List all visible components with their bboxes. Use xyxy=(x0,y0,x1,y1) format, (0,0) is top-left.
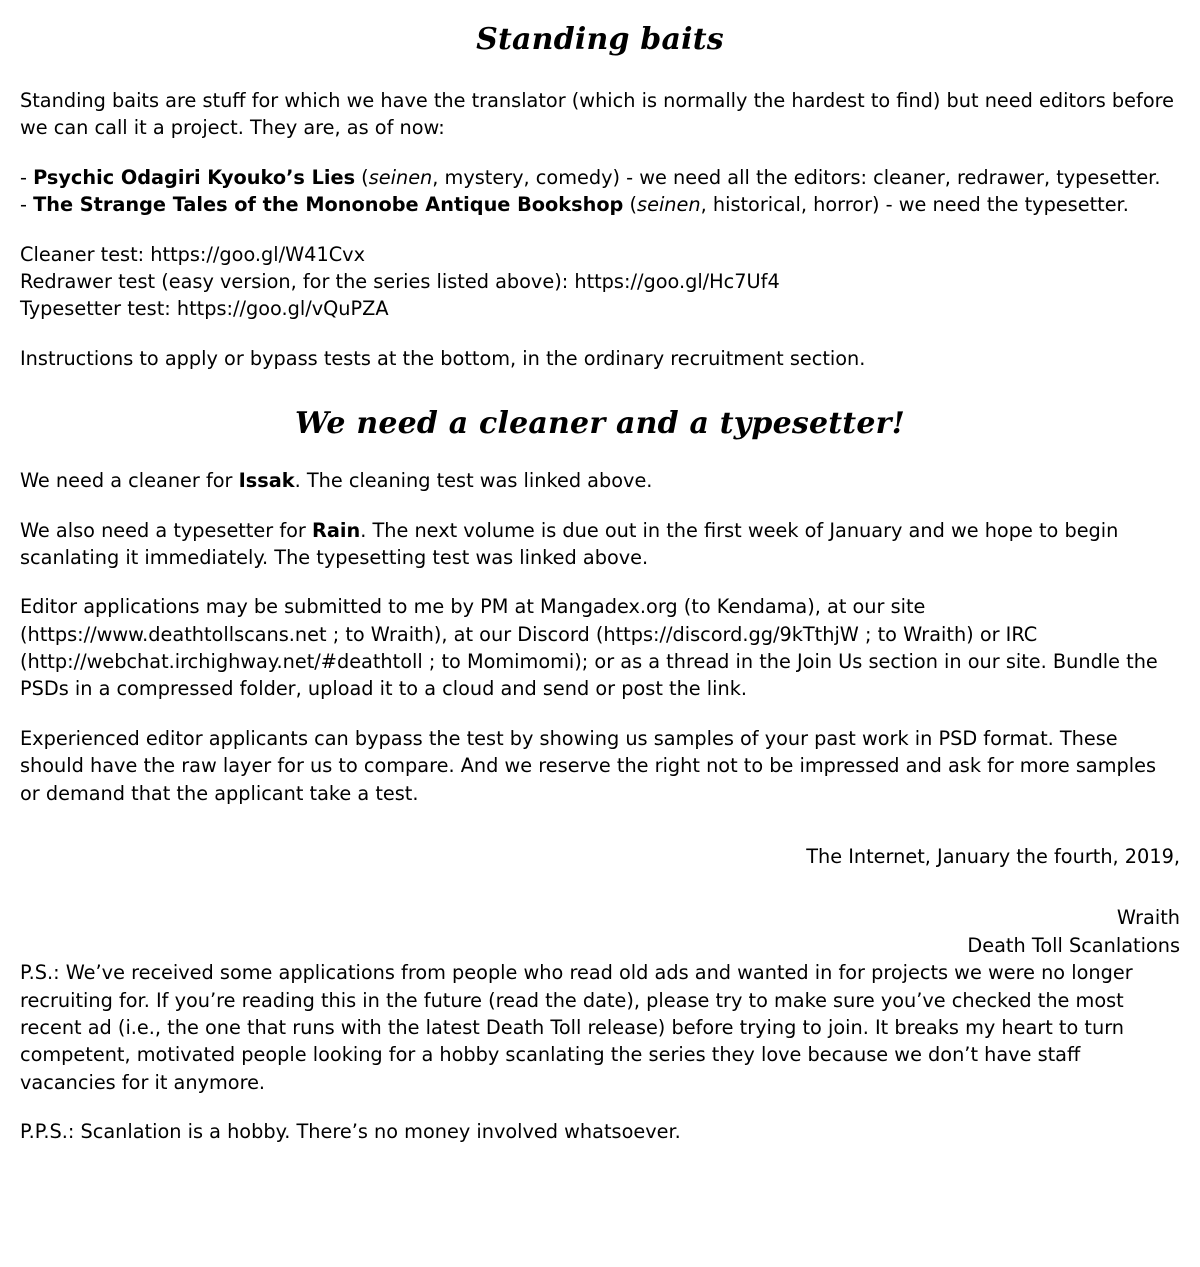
typesetter-text-before: We also need a typesetter for xyxy=(20,518,312,542)
post-postscript-paragraph: P.P.S.: Scanlation is a hobby. There’s no money involved whatsoever. xyxy=(20,1120,681,1144)
cleaner-paragraph xyxy=(20,467,1180,494)
typesetter-paragraph xyxy=(20,517,1180,572)
cleaner-text-before: We need a cleaner for xyxy=(20,469,239,493)
section-title-need-cleaner-typesetter: We need a cleaner and a typesetter! xyxy=(294,406,906,442)
cleaner-test-line: Cleaner test: https://goo.gl/W41Cvx xyxy=(20,242,366,266)
typesetter-series-name: Rain xyxy=(312,518,361,542)
bait-dash: - xyxy=(20,193,34,217)
typesetter-test-line: Typesetter test: https://goo.gl/vQuPZA xyxy=(20,297,389,321)
bait-tail: - we need all the editors: cleaner, redrawer, typesetter. xyxy=(620,165,1161,189)
page-title: Standing baits xyxy=(476,22,724,57)
bait-open-paren: ( xyxy=(355,165,369,189)
redrawer-test-line: Redrawer test (easy version, for the series listed above): https://goo.gl/Hc7Uf4 xyxy=(20,269,780,293)
signature-block xyxy=(20,843,1180,959)
list-item xyxy=(20,164,1180,191)
bait-title: Psychic Odagiri Kyouko’s Lies xyxy=(33,165,356,189)
typesetter-text-after: . The next volume is due out in the first week of January and we hope to begin scanlating it immediately. The typesetting test was linked above. xyxy=(20,518,1119,569)
bait-genre-italic: seinen xyxy=(637,193,701,217)
cleaner-series-name: Issak xyxy=(238,469,295,493)
intro-paragraph: Standing baits are stuff for which we have the translator (which is normally the hardest to find) but need editors before we can call it a project. They are, as of now: xyxy=(20,89,1174,140)
bait-open-paren: ( xyxy=(623,193,638,217)
bait-genre-italic: seinen xyxy=(368,165,433,189)
bait-genre-rest: , historical, horror) xyxy=(700,193,880,217)
signature-group: Death Toll Scanlations xyxy=(967,933,1180,957)
bypass-paragraph: Experienced editor applicants can bypass the test by showing us samples of your past work in PSD format. These should have the raw layer for us to compare. And we reserve the right not to be impressed and ask for more samples or demand that the applicant take a test. xyxy=(20,726,1156,805)
applications-paragraph: Editor applications may be submitted to me by PM at Mangadex.org (to Kendama), at our site (https://www.deathtollscans.net ; to Wraith), at our Discord (https://discord.gg/9kTthjW ; to Wraith) or IRC (http://webchat.irchighway.net/#deathtoll ; to Momimomi); or as a thread in the Join Us section in our site. Bundle the PSDs in a compressed folder, upload it to a cloud and send or post the link. xyxy=(20,595,1158,701)
list-item xyxy=(20,191,1180,218)
bait-dash: - xyxy=(20,165,34,189)
instructions-paragraph: Instructions to apply or bypass tests at the bottom, in the ordinary recruitment section. xyxy=(20,346,866,370)
bait-genre-rest: , mystery, comedy) xyxy=(432,165,621,189)
standing-baits-list xyxy=(20,164,1180,219)
test-links-list xyxy=(20,241,1180,323)
cleaner-text-after: . The cleaning test was linked above. xyxy=(294,469,653,493)
signature-date: The Internet, January the fourth, 2019, xyxy=(806,845,1180,869)
bait-title: The Strange Tales of the Mononobe Antique Bookshop xyxy=(33,193,624,217)
bait-tail: - we need the typesetter. xyxy=(879,193,1129,217)
postscript-paragraph: P.S.: We’ve received some applications from people who read old ads and wanted in for projects we were no longer recruiting for. If you’re reading this in the future (read the date), please try to make sure you’ve checked the most recent ad (i.e., the one that runs with the latest Death Toll release) before trying to join. It breaks my heart to turn competent, motivated people looking for a hobby scanlating the series they love because we don’t have staff vacancies for it anymore. xyxy=(20,961,1133,1094)
signature-name: Wraith xyxy=(1116,906,1180,930)
